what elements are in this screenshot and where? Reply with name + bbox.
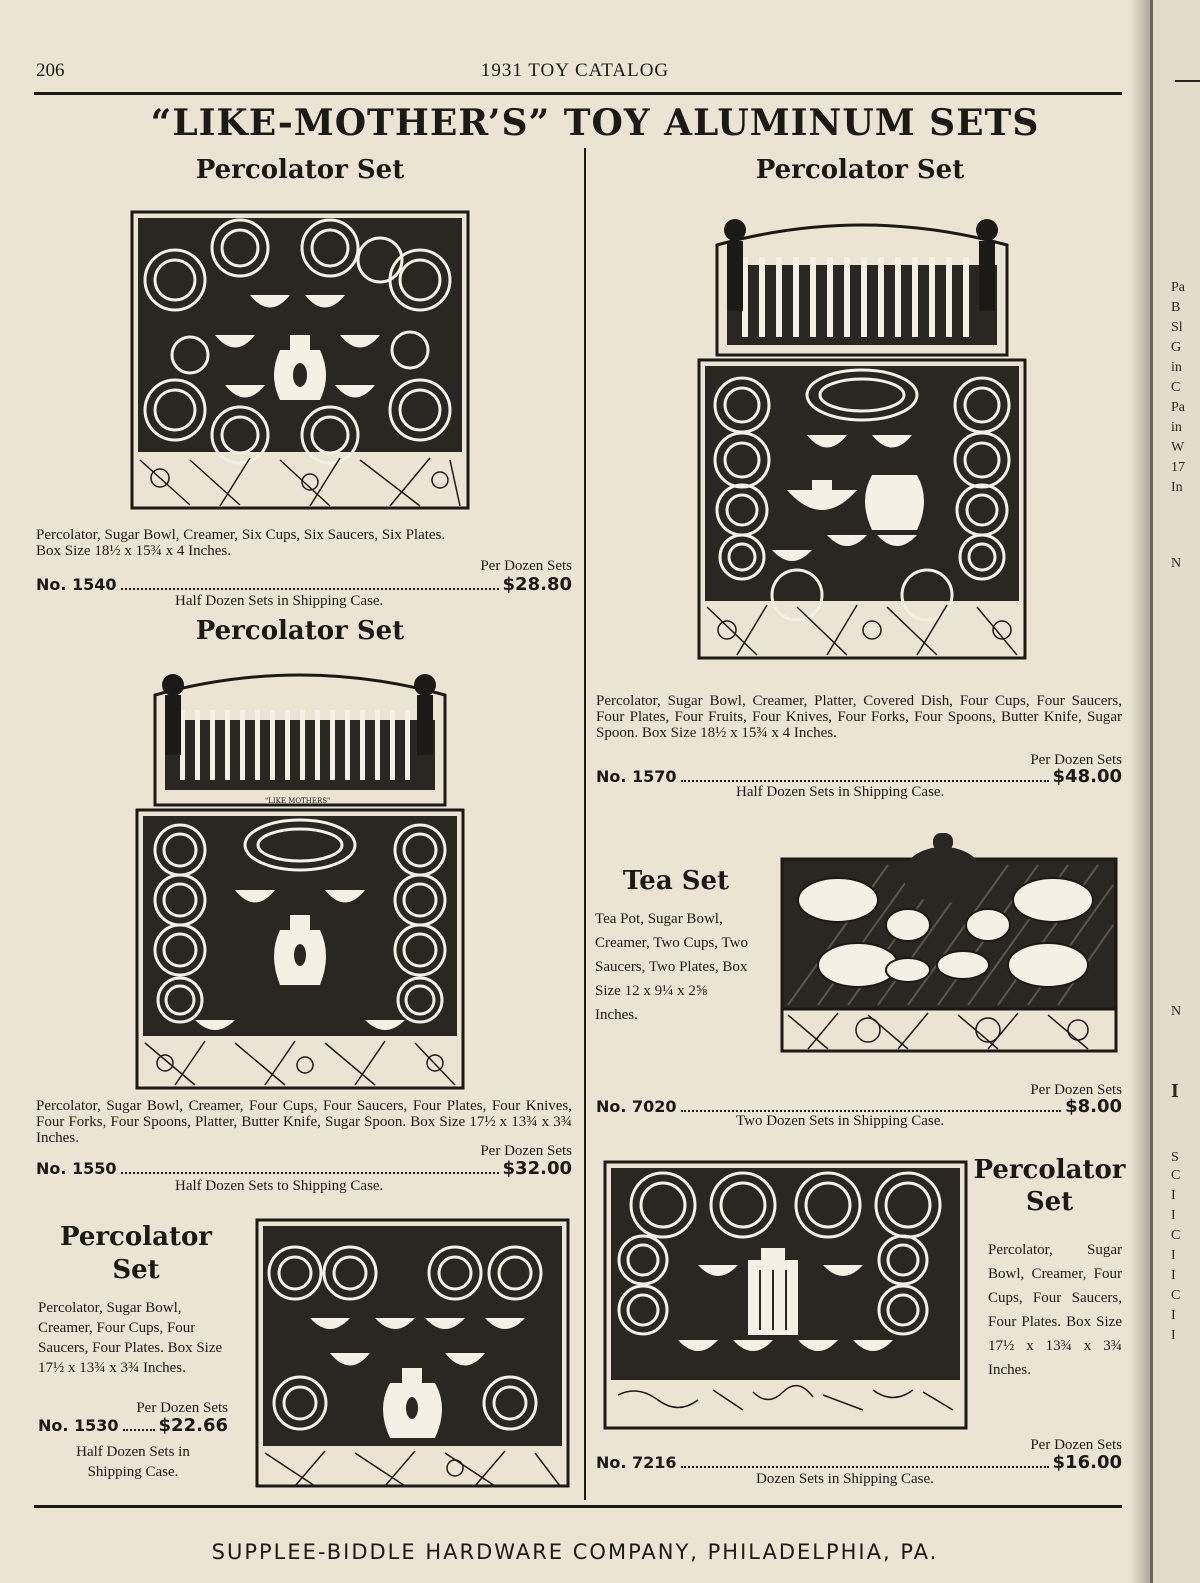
price-7216: $16.00 bbox=[1052, 1452, 1122, 1473]
adjacent-fragment: C bbox=[1171, 1228, 1181, 1243]
desc-1570: Percolator, Sugar Bowl, Creamer, Platter, Covered Dish, Four Cups, Four Saucers, Four Plates, Four Fruits, Four Knives, Four Forks, Four Spoons, Butter Knife, Sugar Spoon. Box Size 18½ x 15¾ x 4 Inches. bbox=[596, 693, 1122, 741]
packing-1540: Half Dozen Sets in Shipping Case. bbox=[175, 593, 384, 609]
per-dozen-1540: Per Dozen Sets bbox=[480, 558, 572, 574]
packing-1550: Half Dozen Sets to Shipping Case. bbox=[175, 1178, 384, 1194]
price-1550: $32.00 bbox=[502, 1158, 572, 1179]
item-number-1540: No. 1540 bbox=[36, 575, 117, 594]
desc-7216: Percolator, Sugar Bowl, Creamer, Four Cups, Four Saucers, Four Plates. Box Size 17½ x 13¾ x 3¾ Inches. bbox=[988, 1242, 1122, 1378]
leader-dots bbox=[123, 1428, 155, 1431]
per-dozen-7020: Per Dozen Sets bbox=[1030, 1082, 1122, 1098]
adjacent-fragment: I bbox=[1171, 1268, 1176, 1283]
desc-1540-line1: Percolator, Sugar Bowl, Creamer, Six Cups, Six Saucers, Six Plates. bbox=[36, 527, 446, 543]
adjacent-fragment: in bbox=[1171, 360, 1182, 375]
catalog-header-title: 1931 TOY CATALOG bbox=[480, 60, 670, 81]
item-number-1570: No. 1570 bbox=[596, 767, 677, 786]
section-title-1530-line1: Percolator bbox=[59, 1222, 213, 1252]
illustration-set-1570 bbox=[697, 205, 1027, 660]
leader-dots bbox=[681, 779, 1049, 782]
section-title-1540: Percolator Set bbox=[195, 155, 405, 185]
per-dozen-1530: Per Dozen Sets bbox=[136, 1400, 228, 1416]
packing-7020: Two Dozen Sets in Shipping Case. bbox=[736, 1113, 945, 1129]
adjacent-fragment: S bbox=[1171, 1150, 1179, 1165]
price-row-1530 bbox=[38, 1415, 228, 1437]
section-title-7216-line1: Percolator bbox=[973, 1155, 1126, 1185]
item-number-1550: No. 1550 bbox=[36, 1159, 117, 1178]
section-title-1530-line2: Set bbox=[112, 1255, 160, 1285]
page-number: 206 bbox=[36, 60, 65, 81]
adjacent-fragment: C bbox=[1171, 1288, 1181, 1303]
footer-company: SUPPLEE-BIDDLE HARDWARE COMPANY, PHILADELPHIA, PA. bbox=[211, 1540, 939, 1564]
adjacent-fragment: W bbox=[1171, 440, 1185, 455]
adjacent-fragment: C bbox=[1171, 1168, 1181, 1183]
adjacent-fragment: G bbox=[1171, 340, 1182, 355]
section-title-7020: Tea Set bbox=[622, 866, 730, 896]
adjacent-fragment: I bbox=[1171, 1080, 1179, 1102]
main-title: “LIKE-MOTHER’S” TOY ALUMINUM SETS bbox=[150, 102, 1040, 144]
leader-dots bbox=[121, 1171, 499, 1174]
adjacent-fragment: Pa bbox=[1171, 280, 1185, 295]
desc-7020: Tea Pot, Sugar Bowl, Creamer, Two Cups, Two Saucers, Two Plates, Box Size 12 x 9¼ x 2⅝ Inches. bbox=[595, 911, 748, 1023]
leader-dots bbox=[121, 587, 499, 590]
column-divider bbox=[584, 148, 586, 1500]
price-1530: $22.66 bbox=[158, 1415, 228, 1436]
illustration-set-1530 bbox=[255, 1218, 570, 1488]
header-rule bbox=[34, 92, 1122, 95]
price-1540: $28.80 bbox=[502, 574, 572, 595]
adjacent-page-edge bbox=[1150, 0, 1200, 1583]
section-title-1570: Percolator Set bbox=[755, 155, 965, 185]
adjacent-fragment: 17 bbox=[1171, 460, 1185, 475]
adjacent-fragment: In bbox=[1171, 480, 1183, 495]
adjacent-fragment: I bbox=[1171, 1208, 1176, 1223]
adjacent-fragment: B bbox=[1171, 300, 1181, 315]
adjacent-fragment: Pa bbox=[1171, 400, 1185, 415]
price-1570: $48.00 bbox=[1052, 766, 1122, 787]
item-number-7020: No. 7020 bbox=[596, 1097, 677, 1116]
per-dozen-7216: Per Dozen Sets bbox=[1030, 1437, 1122, 1453]
illustration-tea-set-7020 bbox=[778, 825, 1123, 1055]
per-dozen-1550: Per Dozen Sets bbox=[480, 1143, 572, 1159]
desc-1540-line2: Box Size 18½ x 15¾ x 4 Inches. bbox=[36, 543, 231, 559]
packing-1570: Half Dozen Sets in Shipping Case. bbox=[736, 784, 945, 800]
adjacent-fragment: N bbox=[1171, 1004, 1182, 1019]
adjacent-fragment: Sl bbox=[1171, 320, 1183, 335]
adjacent-fragment: in bbox=[1171, 420, 1182, 435]
desc-1530: Percolator, Sugar Bowl, Creamer, Four Cups, Four Saucers, Four Plates. Box Size 17½ x 13¾ x 3¾ Inches. bbox=[38, 1300, 223, 1376]
adjacent-fragment: I bbox=[1171, 1308, 1176, 1323]
adjacent-fragment: I bbox=[1171, 1328, 1176, 1343]
per-dozen-1570: Per Dozen Sets bbox=[1030, 752, 1122, 768]
adjacent-fragment: C bbox=[1171, 380, 1181, 395]
adjacent-page-rule bbox=[1175, 80, 1200, 82]
item-number-1530: No. 1530 bbox=[38, 1416, 119, 1435]
price-row-1550 bbox=[36, 1158, 572, 1180]
adjacent-fragment: N bbox=[1171, 556, 1182, 571]
illustration-set-1550 bbox=[135, 665, 465, 1090]
illustration-set-7216 bbox=[603, 1160, 968, 1430]
footer-rule bbox=[34, 1505, 1122, 1508]
leader-dots bbox=[681, 1109, 1062, 1112]
box-label-like-mothers: "LIKE MOTHERS" bbox=[265, 797, 331, 805]
packing-1530-line2: Shipping Case. bbox=[87, 1464, 179, 1480]
page-edge-shadow bbox=[1130, 0, 1150, 1583]
packing-1530-line1: Half Dozen Sets in bbox=[76, 1444, 190, 1460]
adjacent-fragment: I bbox=[1171, 1248, 1176, 1263]
leader-dots bbox=[681, 1465, 1049, 1468]
packing-7216: Dozen Sets in Shipping Case. bbox=[756, 1471, 934, 1487]
price-7020: $8.00 bbox=[1065, 1096, 1122, 1117]
adjacent-fragment: I bbox=[1171, 1188, 1176, 1203]
section-title-1550: Percolator Set bbox=[195, 616, 405, 646]
illustration-set-1540 bbox=[130, 210, 470, 510]
item-number-7216: No. 7216 bbox=[596, 1453, 677, 1472]
section-title-7216-line2: Set bbox=[1025, 1187, 1074, 1217]
desc-1550: Percolator, Sugar Bowl, Creamer, Four Cups, Four Saucers, Four Plates, Four Knives, Four Forks, Four Spoons, Platter, Butter Knife, Sugar Spoon. Box Size 17½ x 13¾ x 3¾ Inches. bbox=[36, 1098, 572, 1146]
